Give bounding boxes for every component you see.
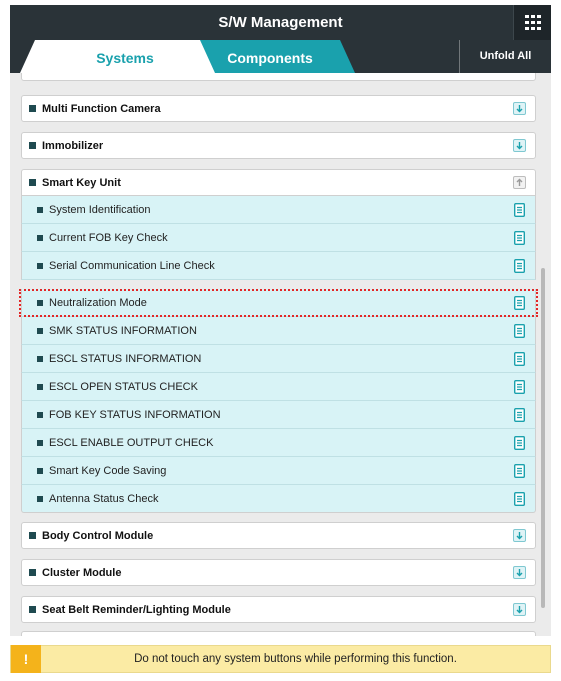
bullet-icon — [37, 496, 43, 502]
function-label: Neutralization Mode — [49, 297, 147, 309]
grid-menu-button[interactable] — [513, 5, 551, 40]
document-icon[interactable] — [514, 436, 525, 450]
bullet-icon — [29, 142, 36, 149]
system-row-cluster-module[interactable] — [21, 559, 536, 586]
function-row-antenna-status-check[interactable] — [21, 485, 536, 513]
warning-banner — [10, 645, 551, 673]
function-label: FOB KEY STATUS INFORMATION — [49, 409, 221, 421]
function-label: Serial Communication Line Check — [49, 260, 215, 272]
tab-components[interactable]: Components — [227, 50, 313, 66]
bullet-icon — [29, 105, 36, 112]
bullet-icon — [37, 328, 43, 334]
system-label: Smart Key Unit — [42, 177, 121, 189]
document-icon[interactable] — [514, 259, 525, 273]
system-row-immobilizer[interactable] — [21, 132, 536, 159]
scrollbar[interactable] — [541, 268, 545, 608]
function-row-escl-open-status-check[interactable] — [21, 373, 536, 401]
bullet-icon — [29, 606, 36, 613]
bullet-icon — [37, 263, 43, 269]
grid-menu-icon — [525, 15, 541, 30]
function-row-escl-status-information[interactable] — [21, 345, 536, 373]
bullet-icon — [29, 569, 36, 576]
system-row-body-control-module[interactable] — [21, 522, 536, 549]
system-list[interactable] — [10, 73, 551, 636]
function-label: SMK STATUS INFORMATION — [49, 325, 197, 337]
expand-icon[interactable] — [513, 529, 526, 542]
bullet-icon — [37, 440, 43, 446]
function-label: Antenna Status Check — [49, 493, 159, 505]
document-icon[interactable] — [514, 380, 525, 394]
list-item[interactable] — [21, 73, 536, 81]
system-label: Body Control Module — [42, 530, 154, 542]
bullet-icon — [37, 207, 43, 213]
list-item[interactable] — [21, 631, 536, 636]
system-row-smart-key-unit[interactable] — [21, 169, 536, 196]
system-row-seat-belt-reminder-lighting-module[interactable] — [21, 596, 536, 623]
function-row-neutralization-mode[interactable] — [21, 289, 536, 317]
function-label: System Identification — [49, 204, 151, 216]
document-icon[interactable] — [514, 408, 525, 422]
document-icon[interactable] — [514, 296, 525, 310]
document-icon[interactable] — [514, 203, 525, 217]
system-row-multi-function-camera[interactable] — [21, 95, 536, 122]
function-row-smk-status-information[interactable] — [21, 317, 536, 345]
bullet-icon — [37, 300, 43, 306]
bullet-icon — [37, 384, 43, 390]
warning-icon: ! — [11, 645, 41, 673]
document-icon[interactable] — [514, 231, 525, 245]
function-row-system-identification[interactable] — [21, 196, 536, 224]
unfold-all-button[interactable]: Unfold All — [459, 40, 551, 73]
bullet-icon — [29, 532, 36, 539]
bullet-icon — [29, 179, 36, 186]
bullet-icon — [37, 412, 43, 418]
app-frame — [10, 5, 551, 676]
function-row-serial-communication-line-check[interactable] — [21, 252, 536, 280]
function-row-smart-key-code-saving[interactable] — [21, 457, 536, 485]
function-row-escl-enable-output-check[interactable] — [21, 429, 536, 457]
document-icon[interactable] — [514, 492, 525, 506]
expand-icon[interactable] — [513, 566, 526, 579]
expand-icon[interactable] — [513, 139, 526, 152]
system-label: Multi Function Camera — [42, 103, 161, 115]
bullet-icon — [37, 356, 43, 362]
expand-icon[interactable] — [513, 603, 526, 616]
tab-systems[interactable]: Systems — [96, 50, 154, 66]
function-row-current-fob-key-check[interactable] — [21, 224, 536, 252]
function-label: ESCL STATUS INFORMATION — [49, 353, 202, 365]
bullet-icon — [37, 468, 43, 474]
warning-text: Do not touch any system buttons while performing this function. — [134, 653, 457, 665]
tab-bar — [10, 40, 551, 73]
expand-icon[interactable] — [513, 102, 526, 115]
document-icon[interactable] — [514, 464, 525, 478]
collapse-icon[interactable] — [513, 176, 526, 189]
system-label: Cluster Module — [42, 567, 122, 579]
title-bar — [10, 5, 551, 40]
system-label: Seat Belt Reminder/Lighting Module — [42, 604, 231, 616]
function-row-fob-key-status-information[interactable] — [21, 401, 536, 429]
function-label: ESCL OPEN STATUS CHECK — [49, 381, 198, 393]
page-title: S/W Management — [218, 14, 343, 31]
function-label: ESCL ENABLE OUTPUT CHECK — [49, 437, 214, 449]
document-icon[interactable] — [514, 352, 525, 366]
function-label: Smart Key Code Saving — [49, 465, 167, 477]
document-icon[interactable] — [514, 324, 525, 338]
system-label: Immobilizer — [42, 140, 104, 152]
function-label: Current FOB Key Check — [49, 232, 168, 244]
bullet-icon — [37, 235, 43, 241]
